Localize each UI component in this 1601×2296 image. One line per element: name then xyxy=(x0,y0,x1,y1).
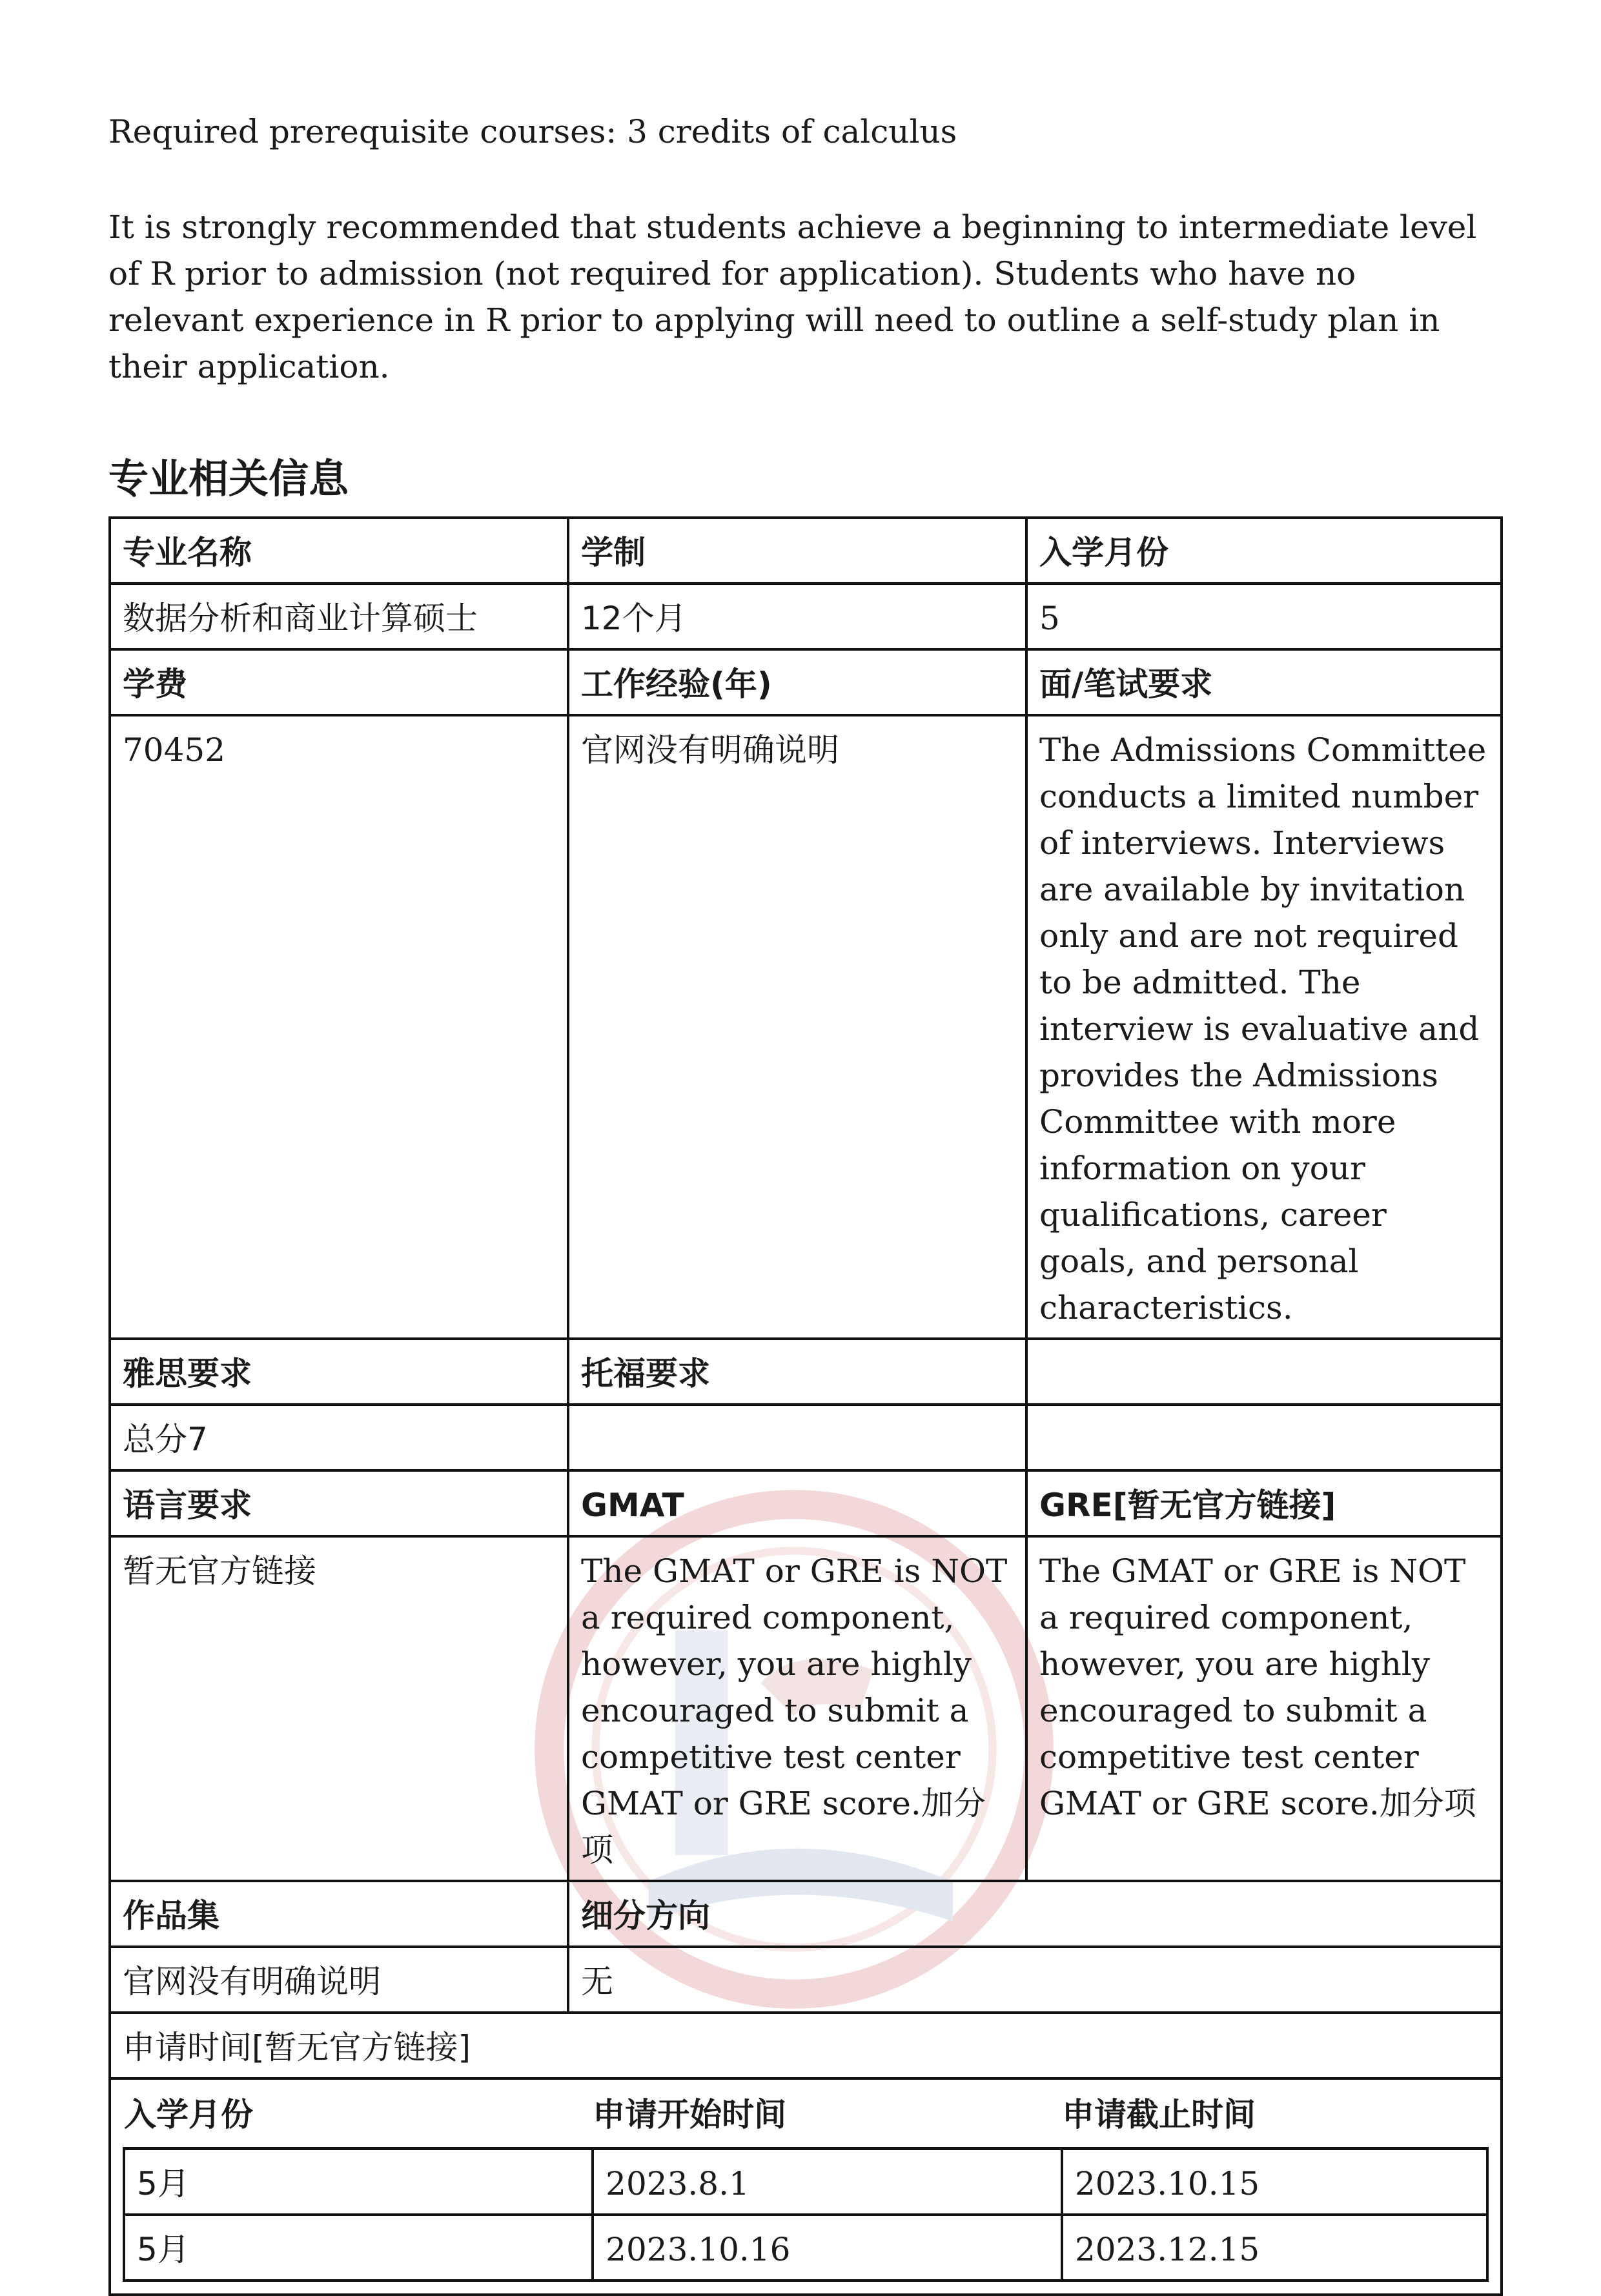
deadline-header-start: 申请开始时间 xyxy=(593,2088,1062,2149)
table-row xyxy=(110,1405,1502,1470)
duration-value: 12个月 xyxy=(568,584,1026,649)
toefl-value xyxy=(568,1405,1026,1470)
portfolio-value: 官网没有明确说明 xyxy=(110,1947,568,2013)
deadline-header-end: 申请截止时间 xyxy=(1062,2088,1487,2149)
language-value: 暂无官方链接 xyxy=(110,1536,568,1881)
deadline-start: 2023.8.1 xyxy=(593,2149,1062,2215)
intake-month-value: 5 xyxy=(1026,584,1502,649)
program-name-label: 专业名称 xyxy=(110,518,568,584)
tuition-value: 70452 xyxy=(110,715,568,1339)
gre-label: GRE[暂无官方链接] xyxy=(1026,1470,1502,1536)
application-time-label: 申请时间[暂无官方链接] xyxy=(110,2013,1502,2078)
deadline-end: 2023.10.15 xyxy=(1062,2149,1487,2215)
ielts-label: 雅思要求 xyxy=(110,1339,568,1405)
section-title: 专业相关信息 xyxy=(108,455,349,502)
deadline-end: 2023.12.15 xyxy=(1062,2215,1487,2281)
table-row xyxy=(110,2078,1502,2295)
gmat-label: GMAT xyxy=(568,1470,1026,1536)
deadline-month: 5月 xyxy=(124,2149,593,2215)
specialization-value: 无 xyxy=(568,1947,1502,2013)
deadline-header-month: 入学月份 xyxy=(124,2088,593,2149)
portfolio-label: 作品集 xyxy=(110,1881,568,1947)
r-recommendation-text: It is strongly recommended that students achieve a beginning to intermediate level of R prior to admission (not required for application). Students who have no relevant experience in R prior to applying will need to outline a self-study plan in their application. xyxy=(108,208,1477,385)
deadline-row xyxy=(124,2215,1487,2281)
interview-label: 面/笔试要求 xyxy=(1026,649,1502,715)
program-info-table xyxy=(108,516,1503,2296)
gmat-value: The GMAT or GRE is NOT a required component, however, you are highly encouraged to submit a competitive test center GMAT or GRE score.加分项 xyxy=(568,1536,1026,1881)
program-name-value: 数据分析和商业计算硕士 xyxy=(110,584,568,649)
deadline-start: 2023.10.16 xyxy=(593,2215,1062,2281)
tuition-label: 学费 xyxy=(110,649,568,715)
deadline-month: 5月 xyxy=(124,2215,593,2281)
table-row xyxy=(110,1470,1502,1536)
table-row xyxy=(110,1339,1502,1405)
ielts-value: 总分7 xyxy=(110,1405,568,1470)
table-row xyxy=(110,1881,1502,1947)
table-row xyxy=(110,1536,1502,1881)
gre-value: The GMAT or GRE is NOT a required component, however, you are highly encouraged to submit a competitive test center GMAT or GRE score.加分项 xyxy=(1026,1536,1502,1881)
table-row xyxy=(110,1947,1502,2013)
empty-cell xyxy=(1026,1405,1502,1470)
duration-label: 学制 xyxy=(568,518,1026,584)
deadline-cell xyxy=(110,2078,1502,2295)
deadline-table xyxy=(123,2088,1489,2282)
interview-value: The Admissions Committee conducts a limited number of interviews. Interviews are available by invitation only and are not required to be admitted. The interview is evaluative and provides the Admissions Committee with more information on your qualifications, career goals, and personal characteristics. xyxy=(1026,715,1502,1339)
toefl-label: 托福要求 xyxy=(568,1339,1026,1405)
work-experience-label: 工作经验(年) xyxy=(568,649,1026,715)
table-row xyxy=(110,518,1502,584)
deadline-header-row xyxy=(124,2088,1487,2149)
deadline-row xyxy=(124,2149,1487,2215)
table-row xyxy=(110,715,1502,1339)
empty-cell xyxy=(1026,1339,1502,1405)
prerequisite-text: Required prerequisite courses: 3 credits of calculus xyxy=(108,113,957,150)
intake-month-label: 入学月份 xyxy=(1026,518,1502,584)
specialization-label: 细分方向 xyxy=(568,1881,1502,1947)
table-row xyxy=(110,584,1502,649)
table-row xyxy=(110,649,1502,715)
table-row xyxy=(110,2013,1502,2078)
language-label: 语言要求 xyxy=(110,1470,568,1536)
work-experience-value: 官网没有明确说明 xyxy=(568,715,1026,1339)
